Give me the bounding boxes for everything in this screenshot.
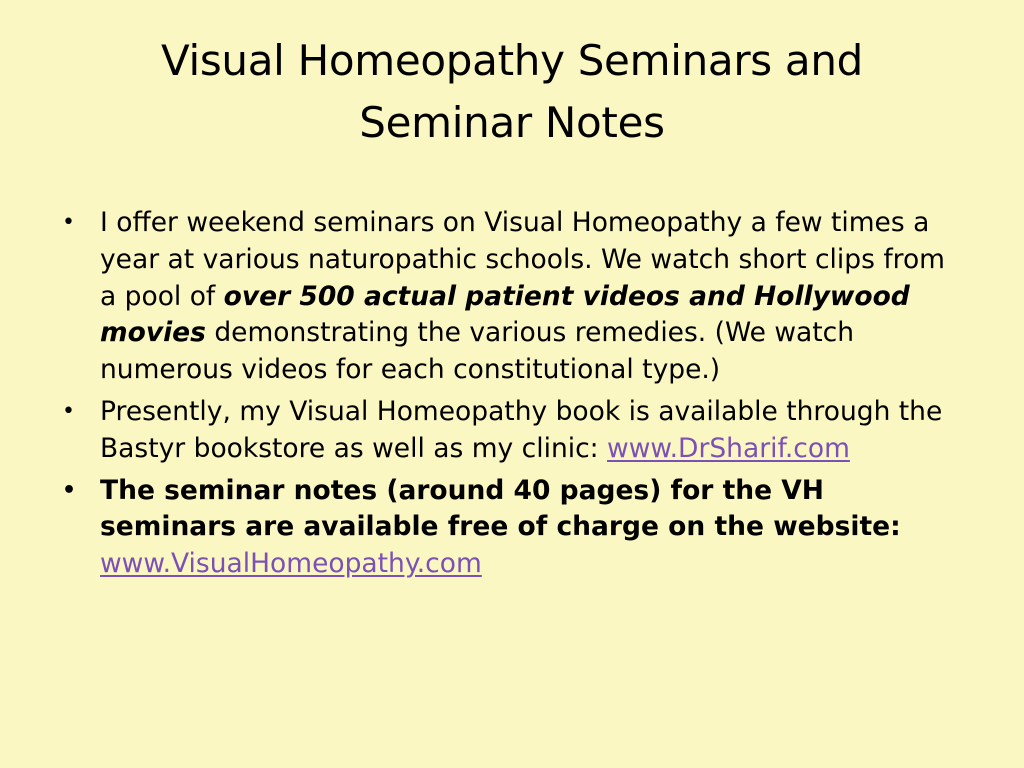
bullet-item-book — [60, 394, 965, 468]
bullet-marker: • — [62, 477, 77, 503]
title-line-2: Seminar Notes — [359, 98, 665, 147]
bullet1-emphasis: over 500 actual patient videos and Hollywood movies — [100, 280, 910, 349]
slide-title — [80, 30, 944, 154]
bullet-list — [60, 205, 965, 588]
bullet-item-notes — [60, 473, 965, 583]
bullet-marker: • — [62, 398, 75, 424]
bullet3-text: The seminar notes (around 40 pages) for the VH seminars are available free of charge on the website: — [100, 474, 901, 543]
visualhomeopathy-link[interactable]: www.VisualHomeopathy.com — [100, 548, 482, 580]
bullet2-text: Presently, my Visual Homeopathy book is available through the Bastyr bookstore as well as my clinic: — [100, 395, 943, 464]
bullet1-text-end: demonstrating the various remedies. (We watch numerous videos for each constitutional type.) — [100, 317, 855, 386]
drsharif-link[interactable]: www.DrSharif.com — [607, 432, 850, 464]
bullet1-text-start: I offer weekend seminars on Visual Homeopathy a few times a year at various naturopathic schools. We watch short clips from a pool of — [100, 207, 945, 312]
title-line-1: Visual Homeopathy Seminars and — [160, 36, 864, 85]
bullet-marker: • — [62, 210, 75, 235]
bullet-item-seminars — [60, 205, 965, 389]
